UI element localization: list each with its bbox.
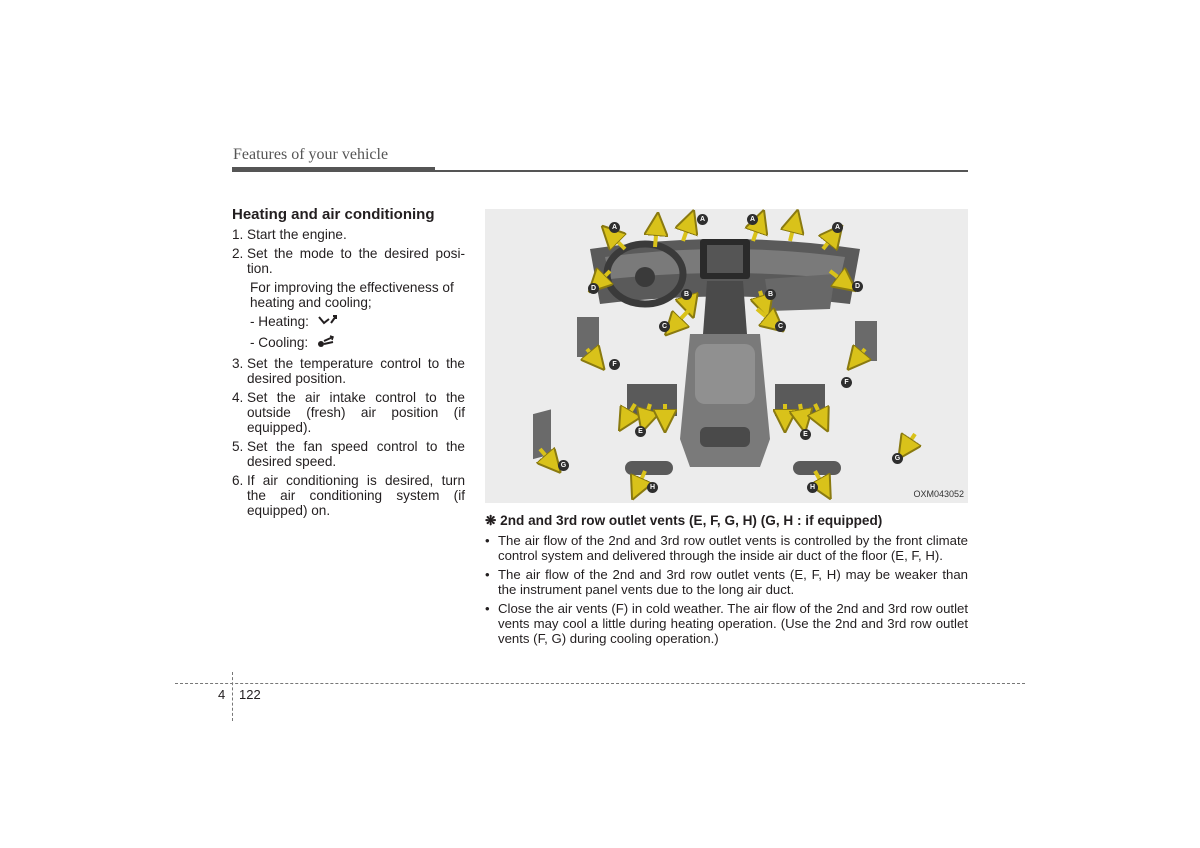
bullet-symbol: •: [485, 567, 490, 582]
note-column: [485, 513, 968, 650]
steering-hub: [635, 267, 655, 287]
step-2: [232, 246, 465, 276]
step-number: 1.: [232, 227, 244, 242]
header-bar: [232, 167, 435, 172]
page-number: 122: [239, 687, 261, 702]
footer-divider: [232, 672, 233, 721]
label-h: H: [807, 482, 818, 493]
step-number: 6.: [232, 473, 244, 488]
header-rule: [435, 170, 968, 172]
label-g: G: [892, 453, 903, 464]
heating-line: [232, 314, 465, 331]
bullet-symbol: •: [485, 533, 490, 548]
center-stack: [703, 281, 747, 334]
step-6: [232, 473, 465, 518]
label-g: G: [558, 460, 569, 471]
chapter-number: 4: [218, 687, 226, 702]
label-d: D: [852, 281, 863, 292]
label-d: D: [588, 283, 599, 294]
bullet-symbol: •: [485, 601, 490, 616]
step-number: 5.: [232, 439, 244, 454]
face-vent-icon: [315, 335, 337, 352]
step-number: 3.: [232, 356, 244, 371]
label-a: A: [609, 222, 620, 233]
note-title: ❋ 2nd and 3rd row outlet vents (E, F, G, H) (G, H : if equipped): [485, 513, 883, 528]
label-a: A: [832, 222, 843, 233]
step-1: [232, 227, 465, 242]
label-a: A: [697, 214, 708, 225]
floor-vent-icon: [316, 314, 338, 331]
step-4: [232, 390, 465, 435]
bullet-text: The air flow of the 2nd and 3rd row outlet vents is controlled by the front climate control system and delivered through the inside air duct of the floor (E, F, H).: [498, 533, 968, 563]
step-text: If air conditioning is desired, turn the air conditioning system (if equipped) on.: [247, 473, 465, 518]
note-bullet-2: [485, 567, 968, 597]
label-f: F: [841, 377, 852, 388]
armrest: [695, 344, 755, 404]
heating-label: - Heating:: [250, 314, 309, 330]
label-c: C: [775, 321, 786, 332]
vent-diagram: [485, 209, 968, 503]
note-bullet-1: [485, 533, 968, 563]
cooling-label: - Cooling:: [250, 335, 309, 351]
step-5: [232, 439, 465, 469]
page-header-title: Features of your vehicle: [233, 146, 389, 163]
label-h: H: [647, 482, 658, 493]
label-c: C: [659, 321, 670, 332]
cupholder: [700, 427, 750, 447]
bullet-text: The air flow of the 2nd and 3rd row outlet vents (E, F, H) may be weaker than the instrument panel vents due to the long air duct.: [498, 567, 968, 597]
step-number: 2.: [232, 246, 244, 261]
step-text: Set the mode to the desired posi-tion.: [247, 246, 465, 276]
section-title: Heating and air conditioning: [232, 206, 435, 223]
label-b: B: [765, 289, 776, 300]
footer-rule: [175, 683, 1025, 684]
bullet-text: Close the air vents (F) in cold weather. The air flow of the 2nd and 3rd row outlet vents may cool a little during heating operation. (Use the 2nd and 3rd row outlet vents (F, G) during cooling operation.): [498, 601, 968, 646]
instructions-column: [232, 207, 465, 522]
step-text: Start the engine.: [247, 227, 347, 242]
vent-e-left: [627, 384, 677, 416]
note-bullet-3: [485, 601, 968, 646]
tip-text: For improving the effectiveness of heating and cooling;: [250, 280, 454, 310]
label-a: A: [747, 214, 758, 225]
label-f: F: [609, 359, 620, 370]
step-text: Set the fan speed control to the desired speed.: [247, 439, 465, 469]
step-text: Set the air intake control to the outside (fresh) air position (if equipped).: [247, 390, 465, 435]
cooling-line: [232, 335, 465, 352]
screen-display: [707, 245, 743, 273]
label-e: E: [635, 426, 646, 437]
step-3: [232, 356, 465, 386]
vent-h-left: [625, 461, 673, 475]
step-text: Set the temperature control to the desired position.: [247, 356, 465, 386]
figure-code: OXM043052: [913, 489, 964, 499]
label-e: E: [800, 429, 811, 440]
label-b: B: [681, 289, 692, 300]
step-number: 4.: [232, 390, 244, 405]
